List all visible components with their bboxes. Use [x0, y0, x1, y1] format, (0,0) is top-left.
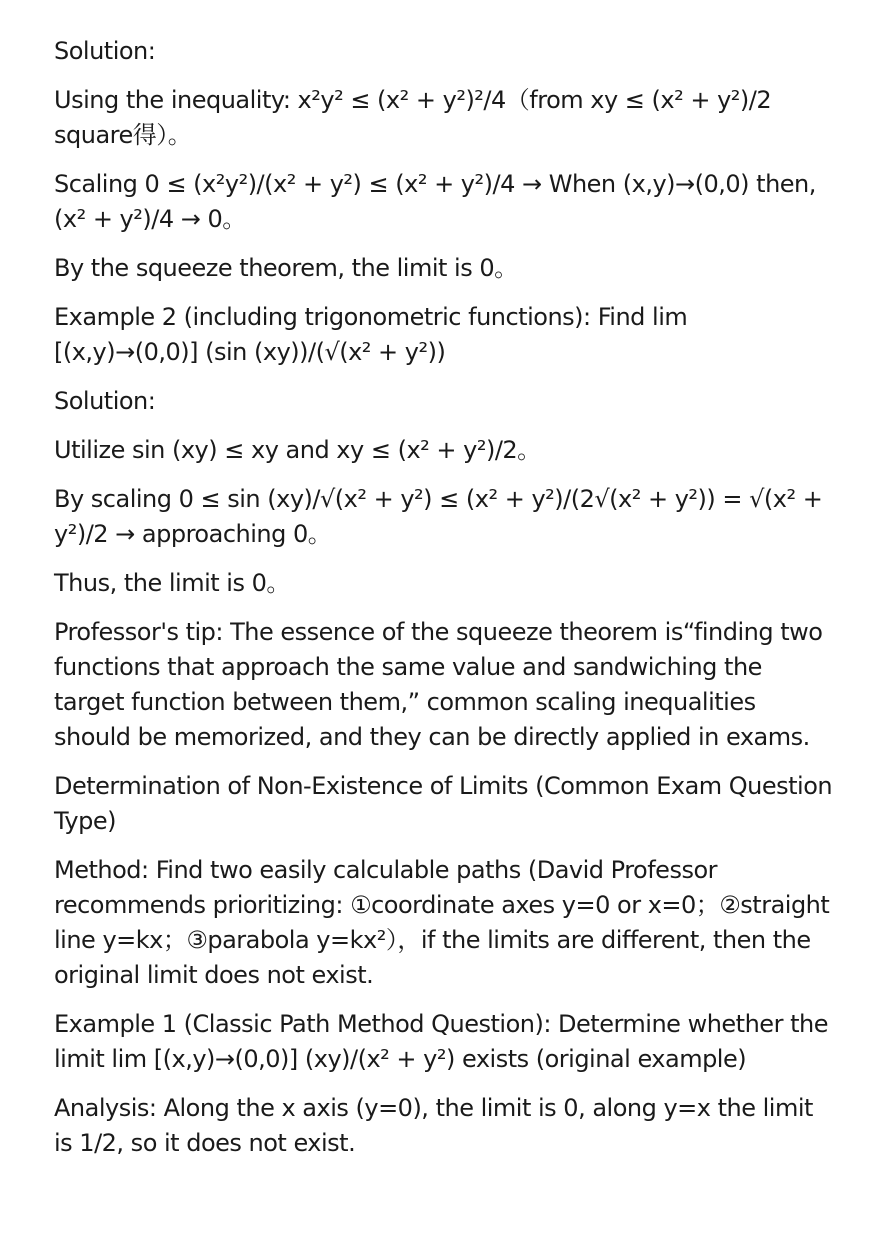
scaling-step: By scaling 0 ≤ sin (xy)/√(x² + y²) ≤ (x² + y²)/(2√(x² + y²)) = √(x² + y²)/2 → approaching 0。 — [54, 485, 823, 548]
inequality-statement: Using the inequality: x²y² ≤ (x² + y²)²/4（from xy ≤ (x² + y²)/2 square得）。 — [54, 86, 772, 149]
example-1-statement: Example 1 (Classic Path Method Question): Determine whether the limit lim [(x,y)→(0,0)] (xy)/(x² + y²) exists (original example) — [54, 1010, 828, 1073]
method-description: Method: Find two easily calculable paths (David Professor recommends prioritizing: ①coordinate axes y=0 or x=0；②straight line y=kx；③parabola y=kx²），if the limits are different, then the original limit does not exist. — [54, 856, 830, 989]
solution-heading: Solution: — [54, 387, 156, 415]
limit-conclusion: Thus, the limit is 0。 — [54, 569, 290, 597]
professor-tip: Professor's tip: The essence of the squeeze theorem is“finding two functions that approach the same value and sandwiching the target function between them,” common scaling inequalities should be memorized, and they can be directly applied in exams. — [54, 618, 823, 751]
scaling-step: Scaling 0 ≤ (x²y²)/(x² + y²) ≤ (x² + y²)/4 → When (x,y)→(0,0) then, (x² + y²)/4 → 0。 — [54, 170, 816, 233]
solution-heading: Solution: — [54, 37, 156, 65]
section-heading: Determination of Non-Existence of Limits (Common Exam Question Type) — [54, 772, 833, 835]
document-page — [54, 34, 834, 1175]
utilize-step: Utilize sin (xy) ≤ xy and xy ≤ (x² + y²)/2。 — [54, 436, 541, 464]
squeeze-conclusion: By the squeeze theorem, the limit is 0。 — [54, 254, 518, 282]
example-2-statement: Example 2 (including trigonometric functions): Find lim [(x,y)→(0,0)] (sin (xy))/(√(x² + y²)) — [54, 303, 688, 366]
analysis-text: Analysis: Along the x axis (y=0), the limit is 0, along y=x the limit is 1/2, so it does not exist. — [54, 1094, 813, 1157]
